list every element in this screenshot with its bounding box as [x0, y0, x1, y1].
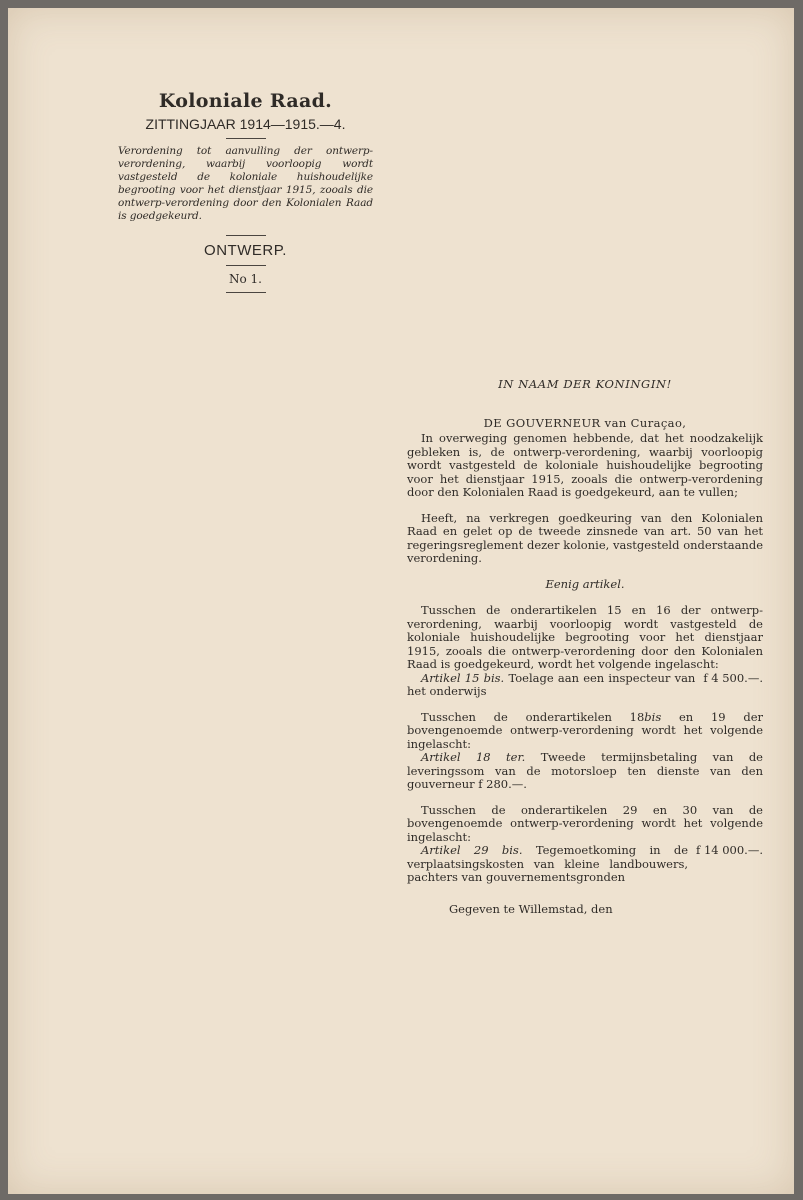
paragraph-enactment: Heeft, na verkregen goedkeuring van den Kolonialen Raad en gelet op de tweede zinsnede van art. 50 van het regeringsreglement dezer kolonie, vastgesteld onderstaande verordening.: [407, 510, 763, 565]
governor-line: DE GOUVERNEUR van Curaçao,: [483, 415, 687, 430]
article-text: Tegemoetkoming in de verplaatsingskosten van kleine landbouwers, pachters van gouvernementsgronden: [407, 843, 689, 884]
document-number: No 1.: [229, 272, 262, 286]
article-label: Artikel 29 bis.: [421, 843, 523, 857]
section-3: [407, 804, 763, 885]
given-at-line: Gegeven te Willemstad, den: [449, 901, 613, 916]
session-year: ZITTINGJAAR 1914—1915.—4.: [145, 116, 346, 132]
section-intro: Tusschen de onderartikelen 18bis en 19 der bovengenoemde ontwerp-verordening wordt het volgende ingelascht:: [407, 709, 763, 751]
section-2: [407, 711, 763, 792]
divider: [226, 235, 266, 236]
ordinance-subject: Verordening tot aanvulling der ontwerp-verordening, waarbij voorloopig wordt vastgesteld de koloniale huishoudelijke begrooting voor het dienstjaar 1915, zooals die ontwerp-verordening door den Kolonialen Raad is goedgekeurd.: [118, 145, 373, 222]
section-intro: Tusschen de onderartikelen 29 en 30 van de bovengenoemde ontwerp-verordening wordt het volgende ingelascht:: [407, 802, 763, 844]
article-line: [407, 751, 763, 792]
article-amount: f 14 000.—.: [696, 843, 763, 857]
divider: [226, 292, 266, 293]
header-block: [118, 90, 373, 299]
ordinance-body: [407, 378, 763, 928]
invocation: IN NAAM DER KONINGIN!: [498, 377, 672, 391]
divider: [226, 138, 266, 139]
paragraph-considering: In overweging genomen hebbende, dat het noodzakelijk gebleken is, de ontwerp-verordening, waarbij voorloopig wordt vastgesteld de koloniale huishoudelijke begrooting voor het dienstjaar 1915, zooals die ontwerp-verordening door den Kolonialen Raad is goedgekeurd, aan te vullen;: [407, 431, 763, 499]
article-line: [407, 672, 763, 699]
article-line: [407, 844, 763, 885]
article-amount: f 280.—.: [478, 777, 527, 791]
article-heading: Eenig artikel.: [545, 576, 625, 591]
divider: [226, 265, 266, 266]
council-title: Koloniale Raad.: [158, 90, 333, 112]
section-intro: Tusschen de onderartikelen 15 en 16 der ontwerp-verordening, waarbij voorloopig wordt vastgesteld de koloniale huishoudelijke begrooting voor het dienstjaar 1915, zooals die ontwerp-verordening door den Kolonialen Raad is goedgekeurd, wordt het volgende ingelascht:: [407, 603, 763, 671]
draft-label: ONTWERP.: [204, 242, 287, 259]
article-text: Toelage aan een inspecteur van het onderwijs: [407, 670, 696, 698]
article-text: Tweede termijnsbetaling van de leveringssom van de motorsloep ten dienste van den gouverneur: [407, 750, 763, 791]
article-amount: f 4 500.—.: [703, 670, 763, 685]
article-label: Artikel 15 bis.: [421, 670, 505, 685]
document-page: [8, 8, 794, 1194]
section-1: [407, 604, 763, 699]
article-label: Artikel 18 ter.: [421, 750, 526, 764]
